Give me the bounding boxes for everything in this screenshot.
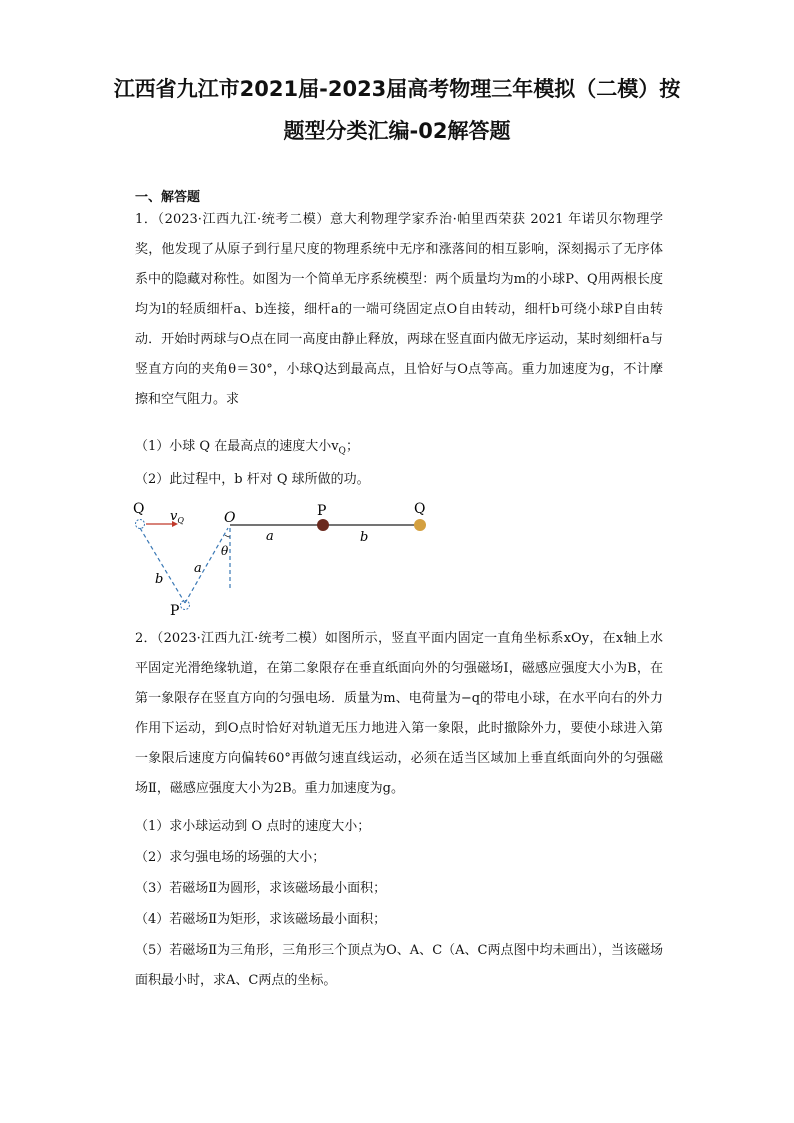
label-b-right: b	[360, 530, 369, 545]
question-1-sub-2: （2）此过程中，b 杆对 Q 球所做的功。	[135, 472, 370, 487]
label-p-right: P	[317, 503, 327, 519]
label-theta: θ	[221, 544, 229, 558]
question-2-sub-5: （5）若磁场Ⅱ为三角形，三角形三个顶点为O、A、C（A、C两点图中均未画出），当该磁场面积最小时，求A、C两点的坐标。	[135, 943, 663, 988]
rod-b-left	[140, 528, 185, 603]
document-title	[0, 68, 794, 152]
label-o: O	[224, 510, 236, 526]
question-2-text: 2．（2023·江西九江·统考二模）如图所示，竖直平面内固定一直角坐标系xOy，在x轴上水平固定光滑绝缘轨道，在第二象限存在垂直纸面向外的匀强磁场Ⅰ，磁感应强度大小为B，在第一象限存在竖直方向的匀强电场．质量为m、电荷量为−q的带电小球，在水平向右的外力作用下运动，到O点时恰好对轨道无压力地进入第一象限，此时撤除外力，要使小球进入第一象限后速度方向偏转60°再做匀速直线运动，必须在适当区域加上垂直纸面向外的匀强磁场Ⅱ，磁感应强度大小为2B。重力加速度为g。	[135, 631, 663, 796]
ball-p-right	[317, 519, 329, 531]
label-b-left: b	[155, 572, 164, 587]
angle-arc	[225, 535, 230, 537]
label-a-right: a	[266, 529, 274, 544]
label-p-bottom: P	[170, 603, 180, 619]
question-2-sub-3: （3）若磁场Ⅱ为圆形，求该磁场最小面积；	[135, 881, 387, 896]
question-1-text: 1．（2023·江西九江·统考二模）意大利物理学家乔治·帕里西荣获 2021 年诺贝尔物理学奖，他发现了从原子到行星尺度的物理系统中无序和涨落间的相互影响，深刻揭示了无序体系中的隐藏对称性。如图为一个简单无序系统模型：两个质量均为m的小球P、Q用两根长度均为l的轻质细杆a、b连接，细杆a的一端可绕固定点O自由转动，细杆b可绕小球P自由转动．开始时两球与O点在同一高度由静止释放，两球在竖直面内做无序运动，某时刻细杆a与竖直方向的夹角θ＝30°，小球Q达到最高点，且恰好与O点等高。重力加速度为g，不计摩擦和空气阻力。求	[135, 212, 663, 407]
question-2-sub-1: （1）求小球运动到 O 点时的速度大小；	[135, 819, 371, 834]
ball-q-left	[136, 520, 145, 529]
question-2-sub-4: （4）若磁场Ⅱ为矩形，求该磁场最小面积；	[135, 912, 387, 927]
rod-a-left	[185, 528, 228, 603]
question-2-sub-2: （2）求匀强电场的场强的大小；	[135, 850, 326, 865]
label-vq: $v_Q$	[170, 509, 184, 525]
label-q-right: Q	[414, 501, 426, 517]
section-heading: 一、解答题	[135, 190, 201, 205]
title-line-1: 江西省九江市2021届-2023届高考物理三年模拟（二模）按	[113, 77, 681, 101]
question-1-sub-1: （1）小球 Q 在最高点的速度大小$v_Q$；	[135, 439, 359, 457]
title-line-2: 题型分类汇编-02解答题	[283, 119, 511, 143]
label-a-left: a	[194, 561, 202, 576]
question-1-figure	[128, 495, 448, 623]
ball-q-right	[414, 519, 426, 531]
label-q-left: Q	[133, 501, 145, 517]
